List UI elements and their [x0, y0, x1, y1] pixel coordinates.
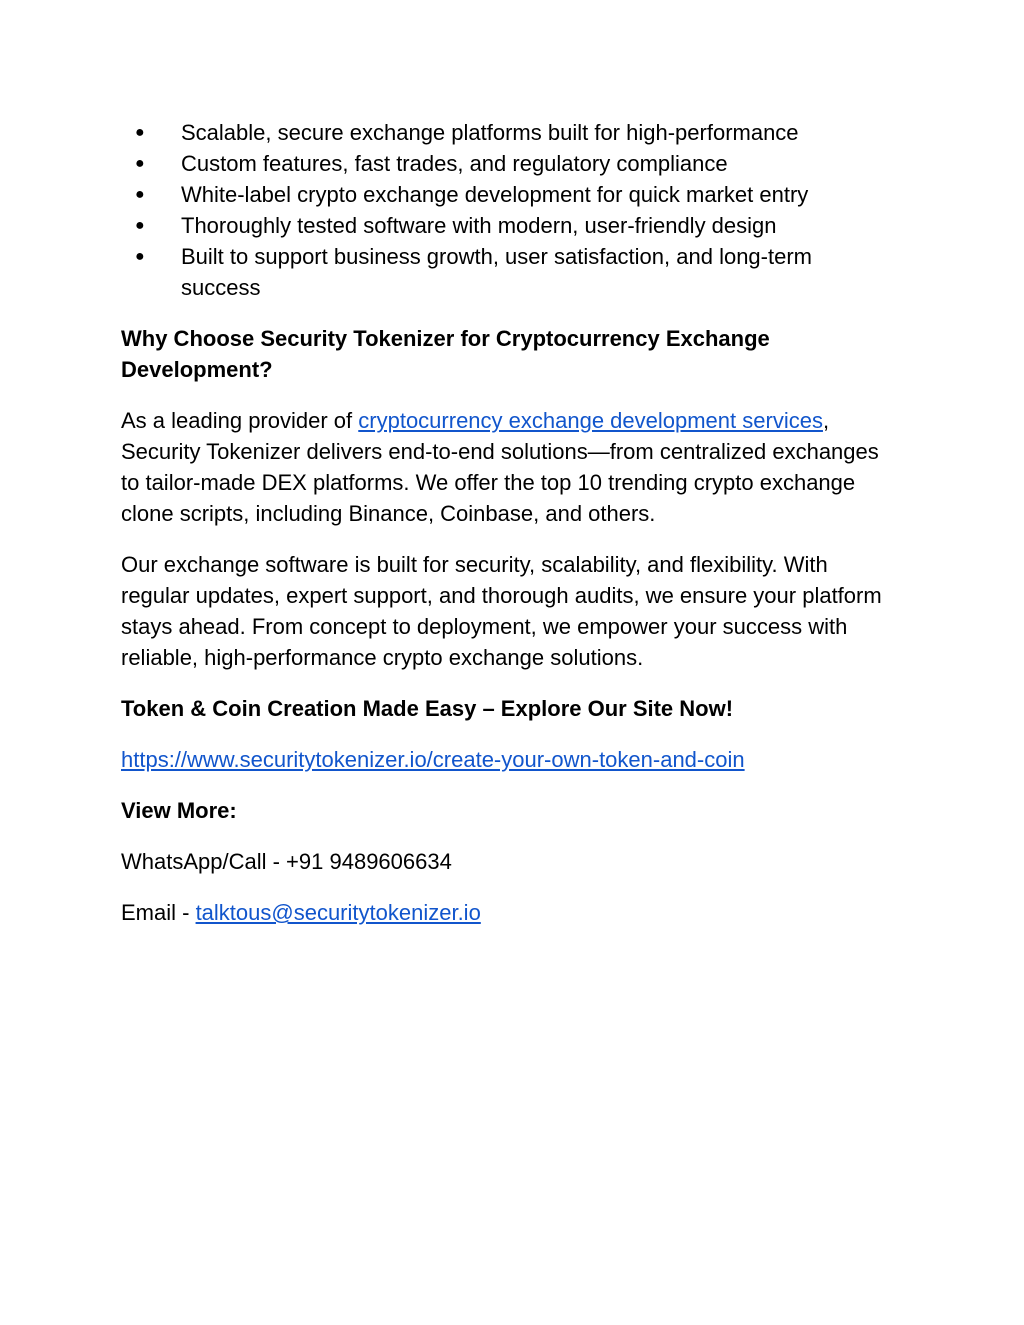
- list-item: [121, 241, 891, 303]
- email-link[interactable]: talktous@securitytokenizer.io: [195, 900, 481, 925]
- list-item: [121, 210, 891, 241]
- token-creation-link[interactable]: https://www.securitytokenizer.io/create-your-own-token-and-coin: [121, 747, 745, 772]
- cta-link-paragraph: [121, 744, 891, 775]
- whatsapp-contact: WhatsApp/Call - +91 9489606634: [121, 849, 452, 874]
- list-item: [121, 179, 891, 210]
- email-contact: [121, 897, 891, 928]
- intro-text-after: , Security Tokenizer delivers end-to-end solutions—from centralized exchanges to tailor-made DEX platforms. We offer the top 10 trending crypto exchange clone scripts, including Binance, Coinbase, and others.: [121, 408, 879, 526]
- list-item-text: Thoroughly tested software with modern, user-friendly design: [181, 213, 777, 238]
- bullet-icon: ●: [135, 155, 145, 172]
- bullet-icon: ●: [135, 248, 145, 265]
- bullet-icon: ●: [135, 124, 145, 141]
- email-label: Email -: [121, 900, 196, 925]
- view-more-heading: View More:: [121, 798, 237, 823]
- cta-heading: Token & Coin Creation Made Easy – Explore Our Site Now!: [121, 696, 734, 721]
- bullet-icon: ●: [135, 217, 145, 234]
- list-item-text: White-label crypto exchange development for quick market entry: [181, 182, 809, 207]
- intro-text-before: As a leading provider of: [121, 408, 359, 433]
- intro-paragraph: [121, 405, 891, 529]
- software-paragraph: Our exchange software is built for security, scalability, and flexibility. With regular updates, expert support, and thorough audits, we ensure your platform stays ahead. From concept to deployment, we empower your success with reliable, high-performance crypto exchange solutions.: [121, 552, 882, 670]
- feature-list: [121, 117, 891, 303]
- list-item-text: Custom features, fast trades, and regulatory compliance: [181, 151, 728, 176]
- section-heading: Why Choose Security Tokenizer for Cryptocurrency Exchange Development?: [121, 326, 770, 382]
- bullet-icon: ●: [135, 186, 145, 203]
- list-item-text: Built to support business growth, user satisfaction, and long-term success: [181, 244, 812, 300]
- document-page: [121, 117, 891, 928]
- list-item-text: Scalable, secure exchange platforms built for high-performance: [181, 120, 799, 145]
- exchange-services-link[interactable]: cryptocurrency exchange development services: [358, 408, 823, 433]
- list-item: [121, 117, 891, 148]
- list-item: [121, 148, 891, 179]
